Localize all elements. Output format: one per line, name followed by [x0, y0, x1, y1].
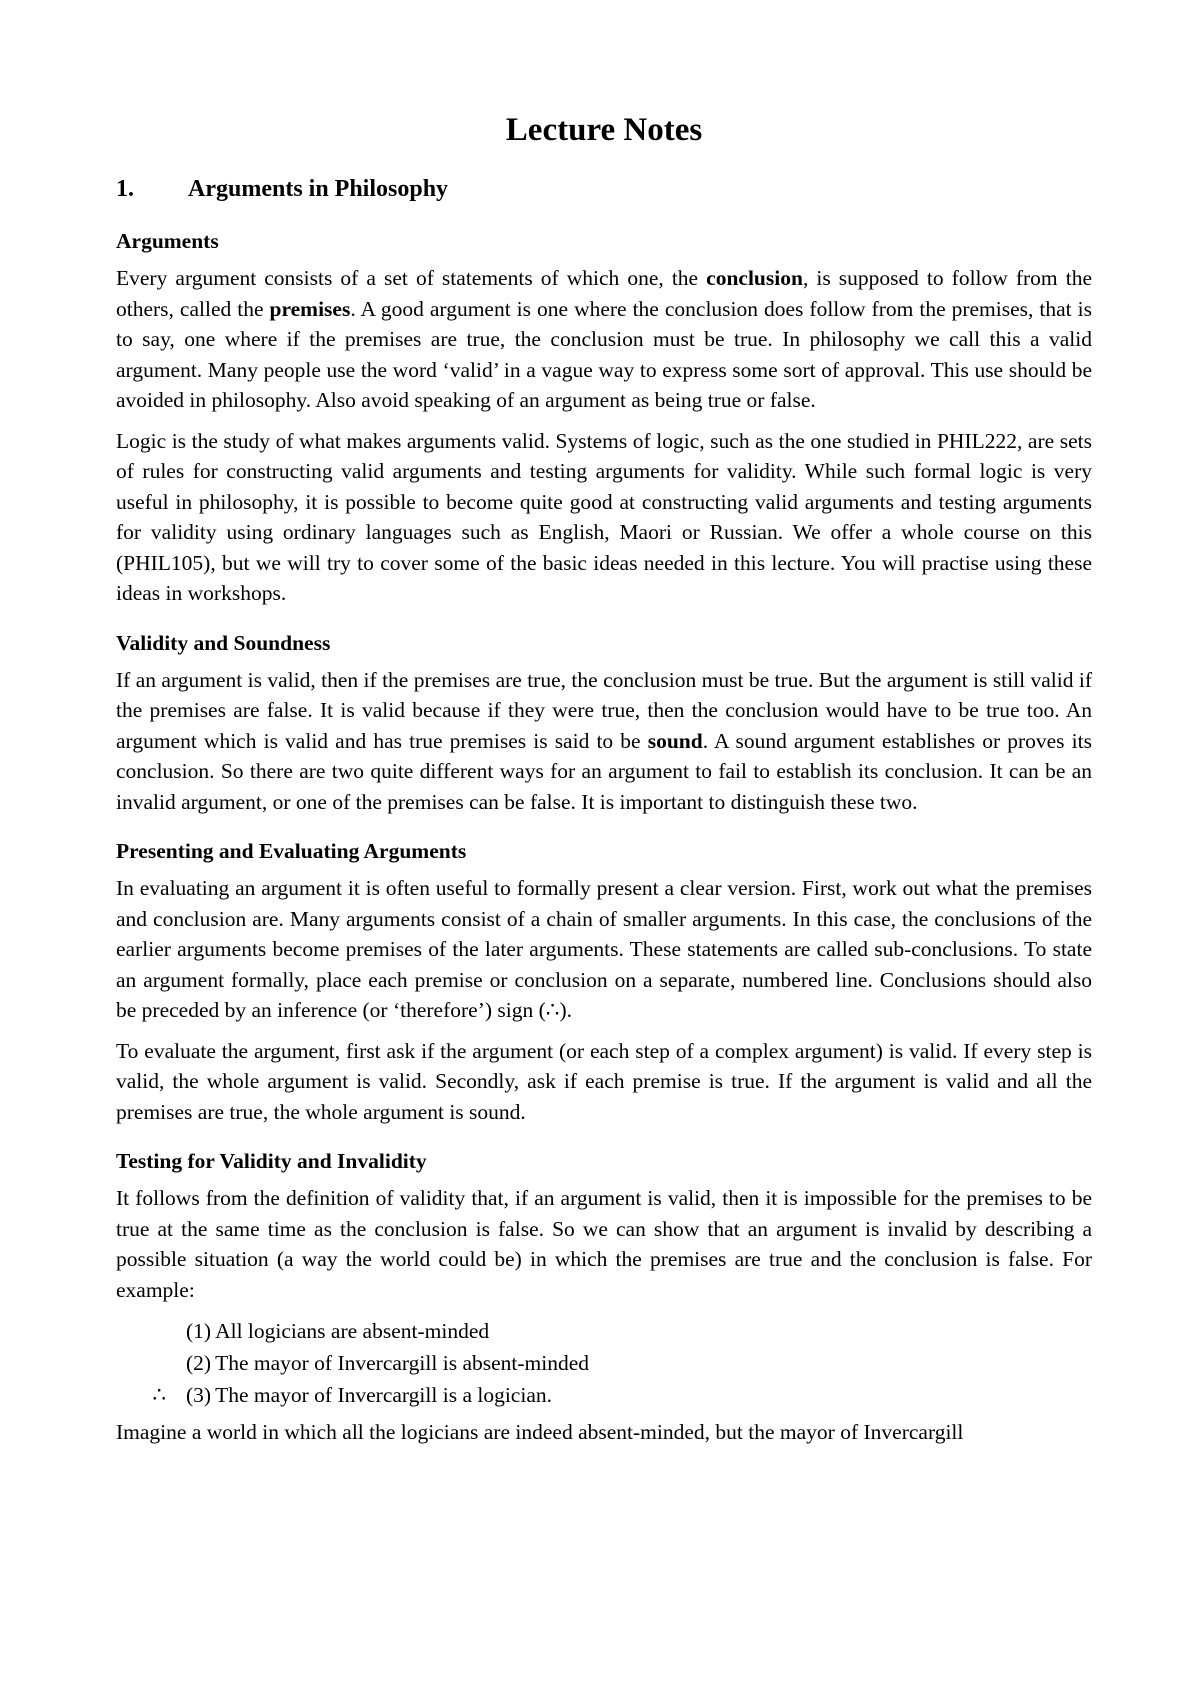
text-run: , is supposed to follow from the others, called the	[116, 266, 1092, 321]
subheading-arguments: Arguments	[116, 229, 219, 253]
paragraph-validity-soundness	[116, 665, 1092, 818]
paragraph-presenting-1: In evaluating an argument it is often useful to formally present a clear version. First, work out what the premises and conclusion are. Many arguments consist of a chain of smaller arguments. In this case, the conclusions of the earlier arguments become premises of the later arguments. These statements are called sub-conclusions. To state an argument formally, place each premise or conclusion on a separate, numbered line. Conclusions should also be preceded by an inference (or ‘therefore’) sign (∴).	[116, 876, 1092, 1022]
line-text: The mayor of Invercargill is a logician.	[215, 1383, 552, 1407]
document-title: Lecture Notes	[505, 112, 703, 148]
therefore-sign: ∴	[152, 1383, 166, 1407]
inference-mark	[116, 1347, 186, 1379]
paragraph-testing-1: It follows from the definition of validity that, if an argument is valid, then it is impossible for the premises to be true at the same time as the conclusion is false. So we can show that an argument is invalid by describing a possible situation (a way the world could be) in which the premises are true and the conclusion is false. For example:	[116, 1186, 1092, 1302]
term-conclusion: conclusion	[706, 266, 803, 290]
section-number: 1.	[116, 176, 134, 202]
example-line-3	[116, 1379, 1092, 1411]
text-run: . A sound argument establishes or proves its conclusion. So there are two quite different ways for an argument to fail to establish its conclusion. It can be an invalid argument, or one of the premises can be false. It is important to distinguish these two.	[116, 728, 1092, 814]
text-run: If an argument is valid, then if the premises are true, the conclusion must be true. But the argument is still valid if the premises are false. It is valid because if they were true, then the conclusion would have to be true too. An argument which is valid and has true premises is said to be	[116, 667, 1092, 753]
line-number: (3)	[186, 1383, 212, 1407]
text-run: . A good argument is one where the conclusion does follow from the premises, that is to say, one where if the premises are true, the conclusion must be true. In philosophy we call this a valid argument. Many people use the word ‘valid’ in a vague way to express some sort of approval. This use should be avoided in philosophy. Also avoid speaking of an argument as being true or false.	[116, 296, 1092, 412]
line-number: (2)	[186, 1351, 212, 1375]
subheading-testing-validity: Testing for Validity and Invalidity	[116, 1149, 427, 1173]
section-heading	[116, 174, 1092, 204]
section-title: Arguments in Philosophy	[188, 176, 449, 202]
document-page	[116, 110, 1092, 1458]
paragraph-presenting-2: To evaluate the argument, first ask if the argument (or each step of a complex argument) is valid. If every step is valid, the whole argument is valid. Secondly, ask if each premise is true. If the argument is valid and all the premises are true, the whole argument is sound.	[116, 1038, 1092, 1124]
term-premises: premises	[269, 296, 351, 321]
paragraph-arguments-2: Logic is the study of what makes arguments valid. Systems of logic, such as the one studied in PHIL222, are sets of rules for constructing valid arguments and testing arguments for validity. While such formal logic is very useful in philosophy, it is possible to become quite good at constructing valid arguments and testing arguments for validity using ordinary languages such as English, Maori or Russian. We offer a whole course on this (PHIL105), but we will try to cover some of the basic ideas needed in this lecture. You will practise using these ideas in workshops.	[116, 428, 1092, 605]
paragraph-arguments-1	[116, 263, 1092, 416]
inference-mark	[116, 1315, 186, 1347]
line-text: The mayor of Invercargill is absent-minded	[215, 1351, 590, 1375]
term-sound: sound	[647, 728, 703, 753]
example-line-2	[116, 1347, 1092, 1379]
example-line-1	[116, 1315, 1092, 1347]
subheading-presenting-evaluating: Presenting and Evaluating Arguments	[116, 839, 467, 863]
paragraph-testing-2: Imagine a world in which all the logicians are indeed absent-minded, but the mayor of Invercargill	[116, 1420, 964, 1444]
text-run: Every argument consists of a set of statements of which one, the	[116, 266, 707, 290]
example-argument	[116, 1315, 1092, 1411]
line-number: (1)	[186, 1319, 212, 1343]
subheading-validity-soundness: Validity and Soundness	[116, 630, 331, 655]
line-text: All logicians are absent-minded	[215, 1319, 490, 1343]
